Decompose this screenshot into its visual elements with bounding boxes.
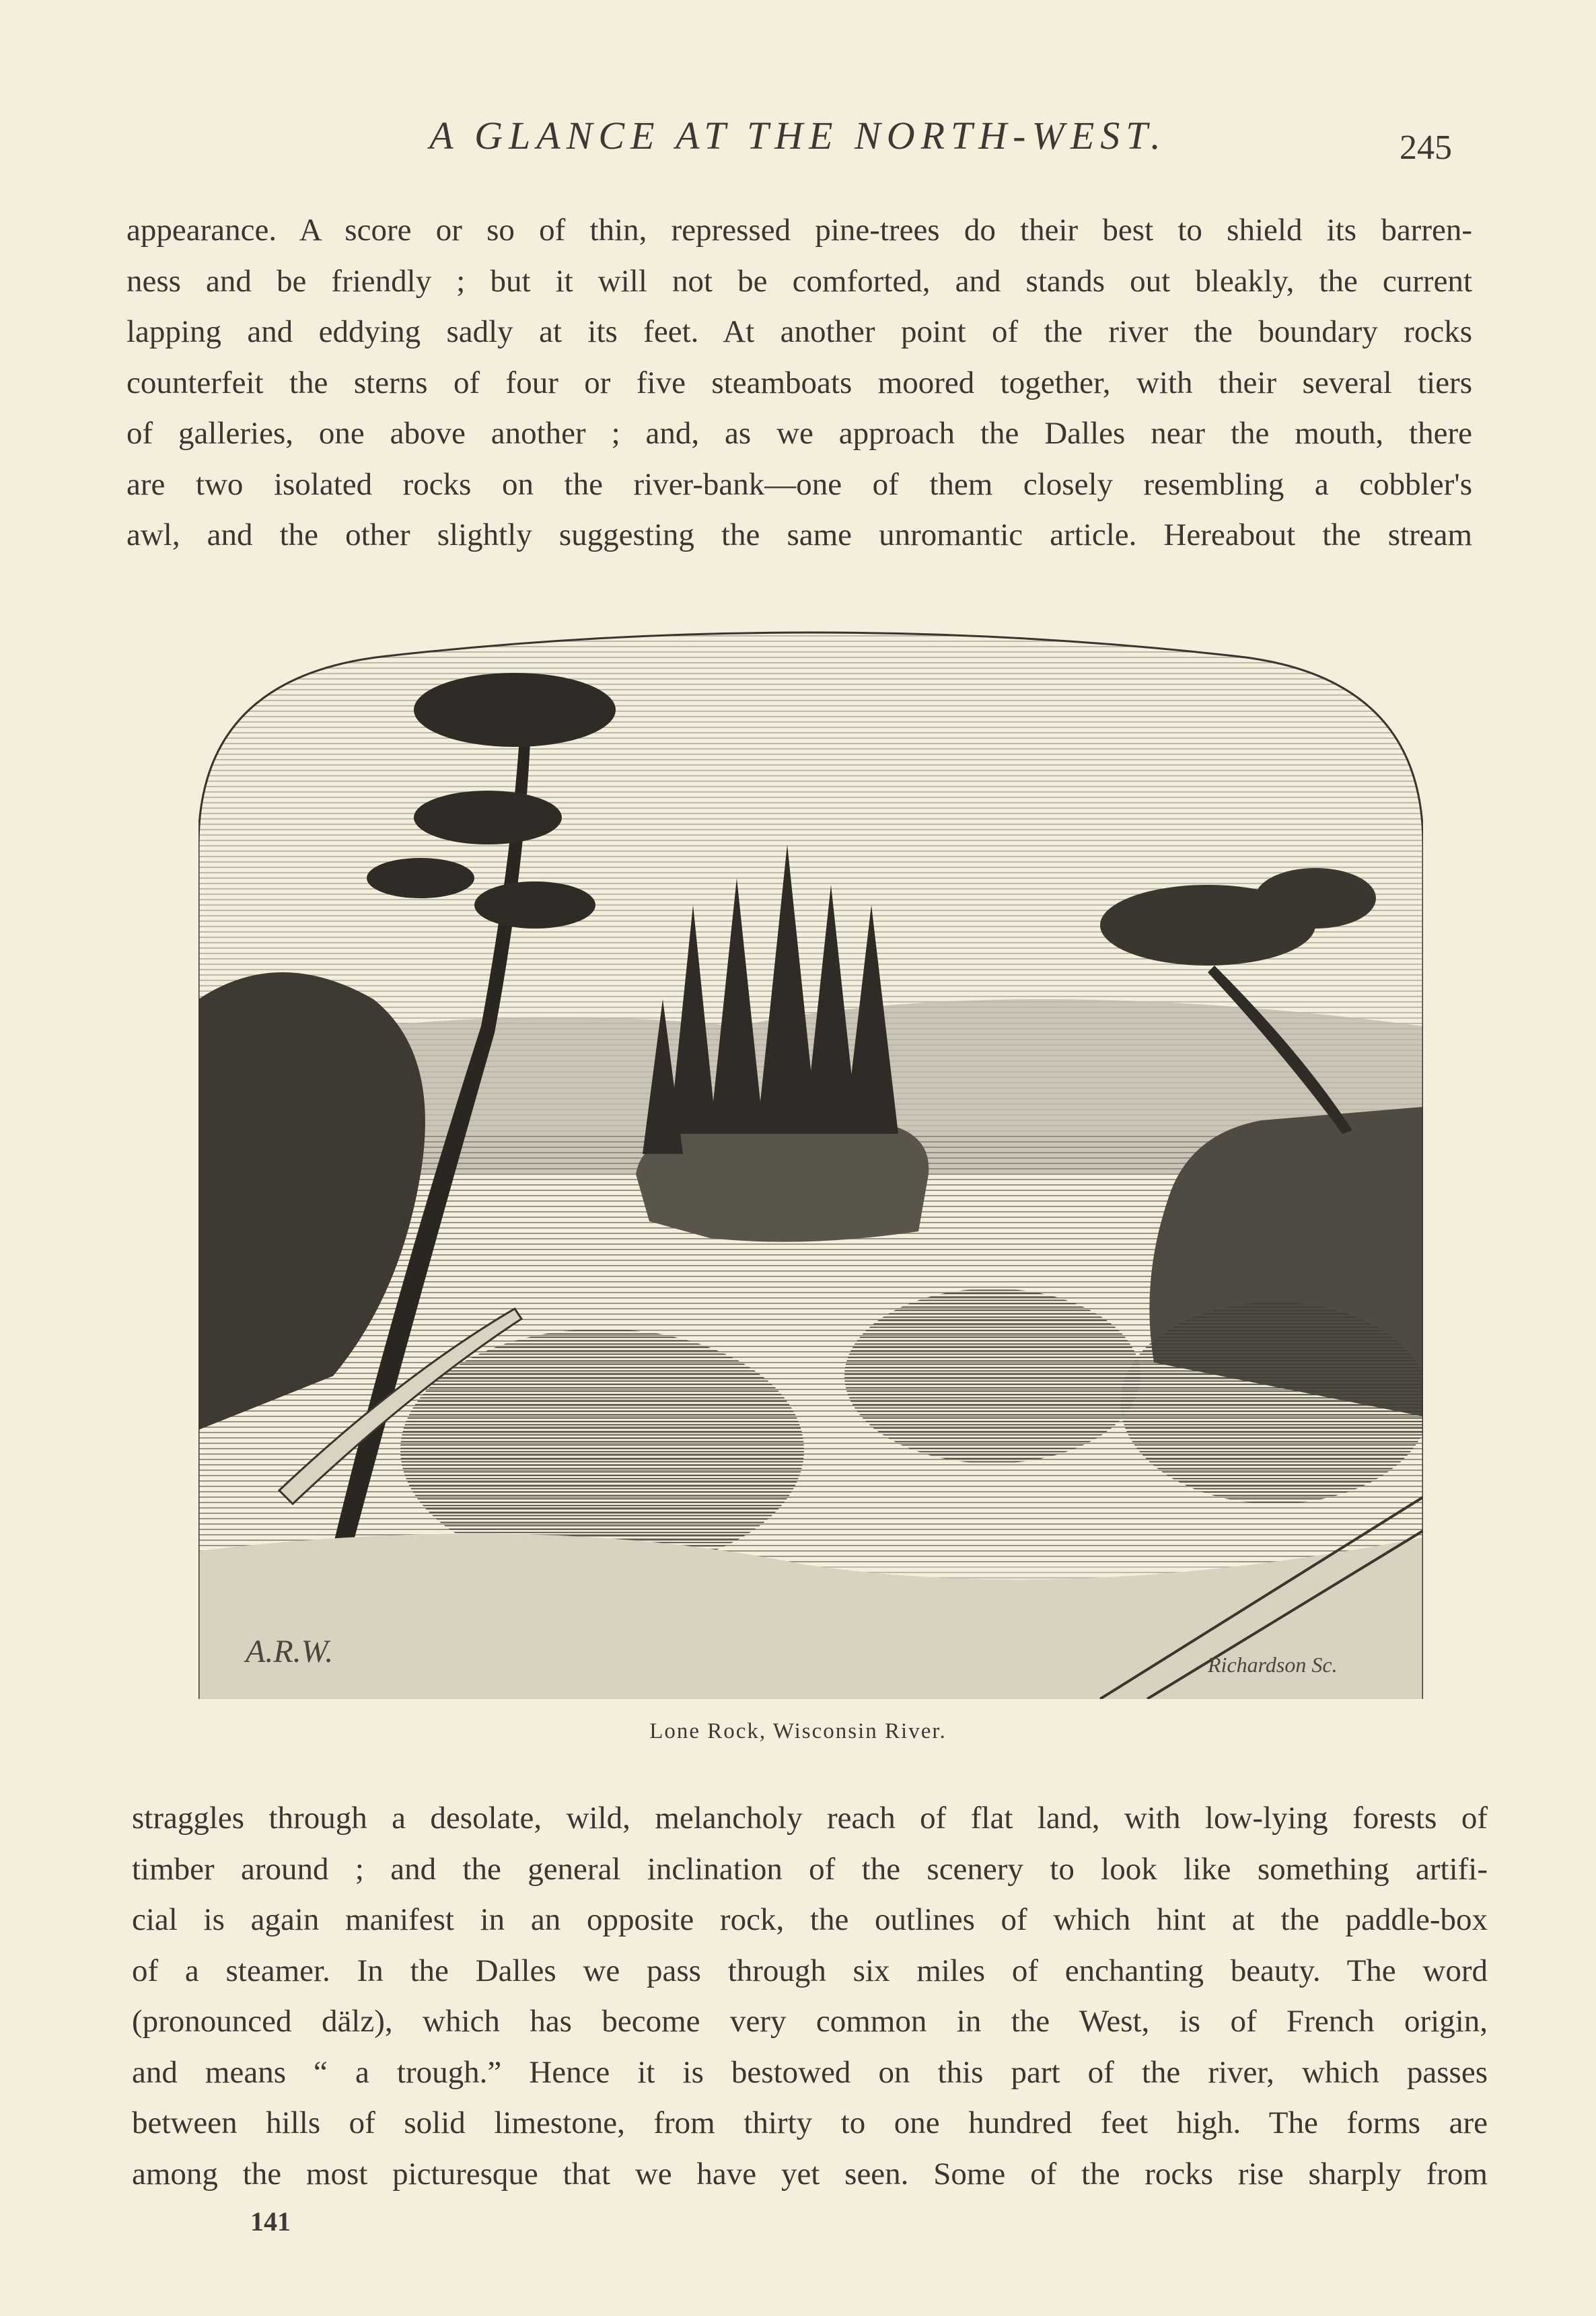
engraver-mark: Richardson Sc. <box>1208 1653 1338 1677</box>
artist-mark: A.R.W. <box>246 1634 334 1669</box>
text-line: cial is again manifest in an opposite rock, the outlines of which hint at the paddle-box <box>132 1902 1488 1937</box>
text-line: between hills of solid limestone, from thirty to one hundred feet high. The forms are <box>132 2105 1488 2140</box>
text-line: timber around ; and the general inclination of the scenery to look like something artifi- <box>132 1851 1488 1887</box>
text-line: and means “ a trough.” Hence it is bestowed on this part of the river, which passes <box>132 2054 1488 2090</box>
text-line: are two isolated rocks on the river-bank—one of them closely resembling a cobbler's <box>126 466 1472 502</box>
text-line: straggles through a desolate, wild, melancholy reach of flat land, with low-lying forests of <box>132 1801 1488 1836</box>
paragraph-top <box>126 205 1472 561</box>
engraving-illustration <box>198 622 1423 1712</box>
text-line: of galleries, one above another ; and, as we approach the Dalles near the mouth, there <box>126 416 1472 451</box>
text-line: lapping and eddying sadly at its feet. At another point of the river the boundary rocks <box>126 314 1472 349</box>
text-line: ness and be friendly ; but it will not be comforted, and stands out bleakly, the current <box>126 263 1472 299</box>
figure-caption: Lone Rock, Wisconsin River. <box>649 1719 947 1743</box>
running-head: A GLANCE AT THE NORTH-WEST. <box>429 114 1167 157</box>
text-line: appearance. A score or so of thin, repressed pine-trees do their best to shield its barren- <box>126 213 1472 248</box>
text-line: (pronounced dälz), which has become very common in the West, is of French origin, <box>132 2004 1488 2039</box>
text-line: awl, and the other slightly suggesting the same unromantic article. Hereabout the stream <box>126 517 1472 552</box>
paragraph-bottom <box>132 1793 1488 2200</box>
text-line: among the most picturesque that we have yet seen. Some of the rocks rise sharply from <box>132 2156 1488 2192</box>
signature-mark: 141 <box>250 2206 291 2237</box>
text-line: counterfeit the sterns of four or five steamboats moored together, with their several tiers <box>126 365 1472 400</box>
text-line: of a steamer. In the Dalles we pass through six miles of enchanting beauty. The word <box>132 1953 1488 1988</box>
page-number: 245 <box>1400 129 1452 167</box>
